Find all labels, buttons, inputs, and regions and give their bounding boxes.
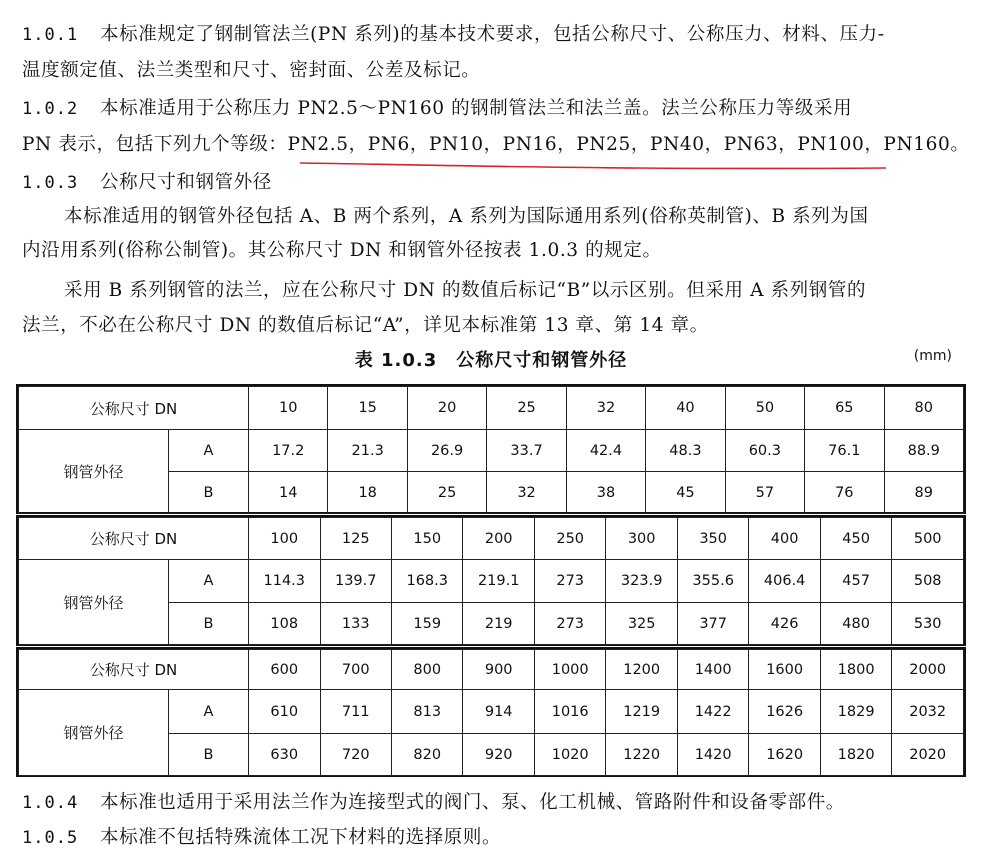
- table-cell: 14: [249, 472, 328, 514]
- table-cell: 25: [407, 472, 486, 514]
- table-cell: 2000: [892, 650, 964, 690]
- section-number: 1.0.4: [22, 793, 79, 813]
- table-cell: 920: [463, 734, 534, 776]
- dn-header: 公称尺寸 DN: [19, 650, 249, 690]
- pn-grades-text: PN2.5，PN6，PN10，PN16，PN25，PN40，PN63，PN100，PN160。: [287, 134, 970, 155]
- table-cell: 159: [391, 603, 462, 645]
- od-header: 钢管外径: [19, 690, 169, 776]
- table-cell: 45: [646, 472, 725, 514]
- table-cell: 1820: [820, 734, 891, 776]
- section-number: 1.0.1: [22, 25, 79, 45]
- table-cell: 15: [328, 387, 407, 430]
- para-1-0-1-line1: [0, 22, 982, 48]
- table-cell: 26.9: [407, 430, 486, 472]
- table-cell: 700: [320, 650, 391, 690]
- table-cell: 2032: [892, 690, 964, 734]
- series-b-label: B: [169, 734, 249, 776]
- table-cell: 1620: [749, 734, 820, 776]
- table-cell: 273: [534, 603, 605, 645]
- para-1-0-3-b1: 采用 B 系列钢管的法兰，应在公称尺寸 DN 的数值后标记“B”以示区别。但采用 A 系列钢管的: [64, 280, 867, 301]
- table-cell: 1829: [820, 690, 891, 734]
- table-cell: 50: [725, 387, 804, 430]
- para-1-0-3-a2: 内沿用系列(俗称公制管)。其公称尺寸 DN 和钢管外径按表 1.0.3 的规定。: [22, 240, 662, 261]
- table-cell: 1219: [606, 690, 677, 734]
- table-block-3: [18, 649, 964, 776]
- table-cell: 450: [820, 518, 891, 560]
- table-cell: 610: [249, 690, 320, 734]
- section-number: 1.0.5: [22, 828, 79, 848]
- table-cell: 900: [463, 650, 534, 690]
- series-a-label: A: [169, 560, 249, 603]
- table-cell: 38: [566, 472, 645, 514]
- table-cell: 32: [566, 387, 645, 430]
- para-text: 本标准适用于公称压力 PN2.5～PN160 的钢制管法兰和法兰盖。法兰公称压力等级采用: [100, 98, 853, 119]
- table-cell: 426: [749, 603, 820, 645]
- table-block-1: [18, 386, 964, 514]
- table-caption: 表 1.0.3 公称尺寸和钢管外径: [354, 350, 628, 371]
- table-cell: 300: [606, 518, 677, 560]
- series-b-label: B: [169, 603, 249, 645]
- table-cell: 800: [391, 650, 462, 690]
- table-cell: 1422: [677, 690, 748, 734]
- table-cell: 630: [249, 734, 320, 776]
- series-a-label: A: [169, 430, 249, 472]
- dn-header: 公称尺寸 DN: [19, 387, 249, 430]
- table-row: [19, 387, 964, 430]
- table-unit: (mm): [913, 348, 952, 364]
- table-row: [19, 690, 964, 734]
- table-cell: 400: [749, 518, 820, 560]
- table-cell: 1020: [534, 734, 605, 776]
- table-cell: 17.2: [249, 430, 328, 472]
- table-cell: 250: [534, 518, 605, 560]
- dn-header: 公称尺寸 DN: [19, 518, 249, 560]
- table-cell: 200: [463, 518, 534, 560]
- table-cell: 42.4: [566, 430, 645, 472]
- od-header: 钢管外径: [19, 560, 169, 645]
- table-cell: 914: [463, 690, 534, 734]
- table-cell: 20: [407, 387, 486, 430]
- table-cell: 820: [391, 734, 462, 776]
- table-cell: 133: [320, 603, 391, 645]
- table-cell: 720: [320, 734, 391, 776]
- table-cell: 76: [805, 472, 884, 514]
- table-cell: 1200: [606, 650, 677, 690]
- table-cell: 25: [487, 387, 566, 430]
- table-cell: 1220: [606, 734, 677, 776]
- table-cell: 89: [884, 472, 963, 514]
- table-cell: 40: [646, 387, 725, 430]
- table-block-2: [18, 517, 964, 645]
- table-cell: 57: [725, 472, 804, 514]
- table-cell: 711: [320, 690, 391, 734]
- para-text: 本标准不包括特殊流体工况下材料的选择原则。: [100, 827, 502, 848]
- table-cell: 76.1: [805, 430, 884, 472]
- table-cell: 500: [892, 518, 964, 560]
- para-1-0-2-line2: [0, 132, 982, 158]
- table-cell: 60.3: [725, 430, 804, 472]
- od-header: 钢管外径: [19, 430, 169, 514]
- table-cell: 65: [805, 387, 884, 430]
- table-cell: 1016: [534, 690, 605, 734]
- para-text: 本标准规定了钢制管法兰(PN 系列)的基本技术要求，包括公称尺寸、公称压力、材料、压力-: [100, 24, 885, 45]
- table-cell: 480: [820, 603, 891, 645]
- table-cell: 125: [320, 518, 391, 560]
- table-cell: 1600: [749, 650, 820, 690]
- para-1-0-1-line2: 温度额定值、法兰类型和尺寸、密封面、公差及标记。: [22, 60, 481, 81]
- para-1-0-3-heading: [0, 170, 982, 196]
- table-cell: 323.9: [606, 560, 677, 603]
- table-cell: 1420: [677, 734, 748, 776]
- table-row: [19, 650, 964, 690]
- table-cell: 273: [534, 560, 605, 603]
- table-cell: 350: [677, 518, 748, 560]
- table-cell: 108: [249, 603, 320, 645]
- para-1-0-4: [0, 790, 982, 816]
- para-text: 本标准也适用于采用法兰作为连接型式的阀门、泵、化工机械、管路附件和设备零部件。: [100, 792, 845, 813]
- table-cell: 139.7: [320, 560, 391, 603]
- table-cell: 1800: [820, 650, 891, 690]
- para-1-0-3-b2: 法兰，不必在公称尺寸 DN 的数值后标记“A”，详见本标准第 13 章、第 14 章。: [22, 315, 709, 336]
- table-row: [19, 560, 964, 603]
- table-cell: 1400: [677, 650, 748, 690]
- table-cell: 100: [249, 518, 320, 560]
- series-b-label: B: [169, 472, 249, 514]
- table-cell: 813: [391, 690, 462, 734]
- para-text: PN 表示，包括下列九个等级：: [22, 134, 288, 155]
- table-cell: 457: [820, 560, 891, 603]
- table-cell: 219: [463, 603, 534, 645]
- para-1-0-3-a1: 本标准适用的钢管外径包括 A、B 两个系列，A 系列为国际通用系列(俗称英制管)、B 系列为国: [64, 206, 869, 227]
- para-1-0-2-line1: [0, 96, 982, 122]
- table-cell: 18: [328, 472, 407, 514]
- table-cell: 150: [391, 518, 462, 560]
- table-cell: 600: [249, 650, 320, 690]
- table-cell: 88.9: [884, 430, 963, 472]
- table-cell: 508: [892, 560, 964, 603]
- table-cell: 1000: [534, 650, 605, 690]
- table-cell: 48.3: [646, 430, 725, 472]
- table-cell: 33.7: [487, 430, 566, 472]
- table-cell: 355.6: [677, 560, 748, 603]
- series-a-label: A: [169, 690, 249, 734]
- table-row: [19, 430, 964, 472]
- table-cell: 1626: [749, 690, 820, 734]
- table-cell: 168.3: [391, 560, 462, 603]
- table-cell: 219.1: [463, 560, 534, 603]
- table-cell: 530: [892, 603, 964, 645]
- table-cell: 406.4: [749, 560, 820, 603]
- table-cell: 10: [249, 387, 328, 430]
- table-cell: 32: [487, 472, 566, 514]
- table-cell: 377: [677, 603, 748, 645]
- table-cell: 21.3: [328, 430, 407, 472]
- para-1-0-5: [0, 825, 982, 851]
- section-number: 1.0.3: [22, 173, 79, 193]
- table-row: [19, 518, 964, 560]
- table-cell: 325: [606, 603, 677, 645]
- table-cell: 80: [884, 387, 963, 430]
- section-title: 公称尺寸和钢管外径: [100, 172, 272, 193]
- table-cell: 2020: [892, 734, 964, 776]
- section-number: 1.0.2: [22, 99, 79, 119]
- table-cell: 114.3: [249, 560, 320, 603]
